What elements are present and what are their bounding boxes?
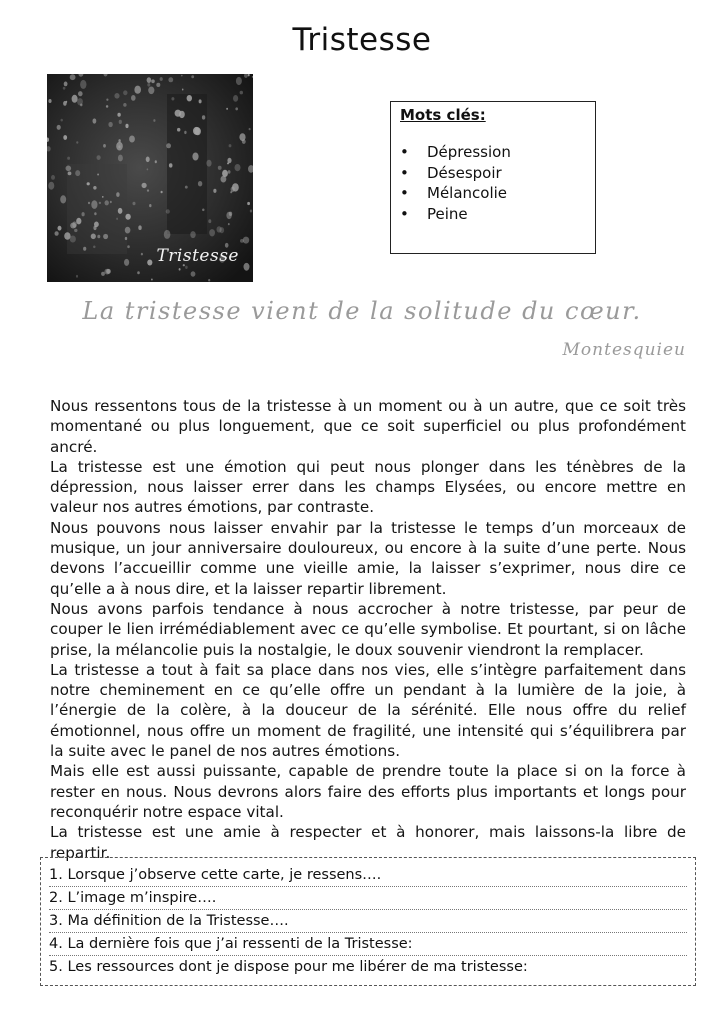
raindrop [164,230,171,239]
raindrop [250,210,252,213]
keyword-item [400,142,586,163]
raindrop [66,101,68,103]
raindrop [198,181,202,186]
raindrop [151,279,153,281]
keyword-item [400,183,586,204]
raindrop [72,95,78,103]
question-text: 4. La dernière fois que j’ai ressenti de la Tristesse: [49,936,413,952]
raindrop [185,186,188,189]
raindrop [106,105,108,108]
raindrop [116,142,123,151]
raindrop [101,272,105,276]
question-line [49,933,687,956]
keyword-item [400,163,586,184]
raindrop [166,143,171,148]
raindrop [125,237,127,240]
raindrop [141,253,143,256]
raindrop [78,91,83,96]
raindrop [93,186,96,190]
raindrop [114,93,119,99]
raindrop [169,163,173,167]
keyword-item [400,204,586,225]
question-line [49,864,687,887]
raindrop [103,144,106,148]
raindrop [218,166,222,170]
bullet-icon: • [400,184,409,202]
raindrop [125,227,131,234]
raindrop [151,79,155,83]
raindrop [206,160,211,167]
raindrop [57,125,61,130]
raindrop [182,89,184,91]
raindrop [76,218,81,225]
raindrop [87,182,90,185]
keyword-label: Mélancolie [427,184,508,202]
raindrop [70,236,76,243]
bullet-icon: • [400,204,409,223]
keywords-heading: Mots clés: [400,106,486,124]
paragraph: Nous pouvons nous laisser envahir par la tristesse le temps d’un morceaux de musique, un jour anniversaire douloureux, ou encore à la suite d’une perte. Nous devons l’accueillir comme une vieille amie, la laisser s’exprimer, nous dire ce qu’elle a à nous dire, et la laisser repartir librement. [50,518,686,598]
raindrop [161,191,163,194]
raindrop [117,113,120,117]
paragraph: Mais elle est aussi puissante, capable de prendre toute la place si on la force à rester en nous. Nous devrons alors faire des efforts plus importants et longs pour reconquérir notre espace vital. [50,762,686,821]
raindrop [181,75,183,77]
raindrop [51,175,55,180]
raindrop [226,108,228,110]
raindrop [239,133,245,141]
raindrop [134,86,141,94]
raindrop [118,155,123,162]
raindrop [184,131,186,134]
raindrop [166,209,170,213]
raindrop [175,110,182,117]
raindrop [119,120,122,124]
raindrop [110,201,112,203]
bullet-icon: • [400,163,409,182]
raindrop [191,75,194,78]
raindrop [228,170,231,174]
raindrop [97,155,101,160]
raindrop [70,74,76,80]
raindrop [94,222,99,228]
raindrop [104,269,110,275]
raindrop [222,170,228,177]
raindrop [192,153,198,161]
raindrop [97,174,99,176]
quote-author: Montesquieu [562,340,686,360]
raindrop [155,160,157,163]
raindrop [63,87,66,90]
raindrop [123,103,126,107]
raindrop [142,183,147,188]
raindrop [247,202,250,205]
raindrop [106,99,108,101]
raindrop [80,80,86,89]
raindrop [228,223,230,225]
raindrop [156,83,160,87]
raindrop [123,90,127,95]
raindrop [83,247,86,251]
raindrop [147,168,149,170]
paragraph: La tristesse a tout à fait sa place dans nos vies, elle s’intègre parfaitement dans notre cheminement en ce qu’elle offre un pendant à la lumière de la joie, à l’énergie de la colère, à la douceur de la sérénité. Elle nous offre du relief émotionnel, nous offre un moment de fragilité, une intensité qui s’équilibrera par la suite avec le panel de nos autres émotions. [50,660,686,761]
raindrop [147,83,150,87]
article-body [50,396,686,863]
raindrop [202,115,205,119]
raindrop [137,271,140,274]
raindrop [149,204,151,207]
raindrop [75,170,80,176]
raindrop [153,119,155,122]
raindrop [125,124,128,128]
raindrop [179,268,181,271]
raindrop [77,98,83,105]
raindrop [202,209,204,212]
raindrop [127,245,130,248]
raindrop [72,221,77,227]
raindrop [217,226,222,232]
raindrop [148,87,154,95]
raindrop [227,158,231,163]
raindrop [74,229,77,232]
raindrop [146,157,150,163]
paragraph: La tristesse est une amie à respecter et à honorer, mais laissons-la libre de repartir. [50,823,686,862]
keyword-label: Désespoir [427,163,502,182]
raindrop [48,99,51,103]
question-text: 3. Ma définition de la Tristesse…. [49,913,289,929]
raindrop [58,226,62,231]
raindrop [187,95,192,101]
raindrop [147,260,152,266]
raindrop [76,275,78,278]
questions-box [40,857,696,986]
raindrop [60,195,66,203]
raindrop [199,99,202,103]
raindrop [105,200,109,205]
raindrop [240,91,243,95]
raindrop [76,141,78,143]
rain-window-image [47,74,253,282]
raindrop [64,82,68,87]
paragraph: La tristesse est une émotion qui peut nous plonger dans les ténèbres de la dépression, nous laisser errer dans les champs Elysées, ou encore mettre en valeur nos autres émotions, par contraste. [50,457,686,517]
raindrop [94,212,96,215]
question-text: 2. L’image m’inspire…. [49,890,217,906]
page-title: Tristesse [292,22,432,58]
paragraph: Nous ressentons tous de la tristesse à un moment ou à un autre, que ce soit très momentané ou plus longuement, que ce soit superficiel ou plus profondément ancré. [50,397,686,456]
keyword-label: Peine [427,204,468,223]
raindrop [68,172,72,176]
raindrop [97,235,100,239]
raindrop [190,231,195,238]
raindrop [185,266,188,269]
raindrop [102,196,104,198]
raindrop [99,202,101,204]
raindrop [91,200,97,209]
raindrop [213,189,216,193]
keywords-list [400,142,586,224]
raindrop [177,128,180,132]
raindrop [208,279,210,282]
raindrop [249,128,251,130]
raindrop [147,77,152,83]
raindrop [244,263,250,271]
raindrop [91,234,96,240]
raindrop [235,164,241,171]
raindrop [55,231,59,236]
keyword-label: Dépression [427,143,511,161]
raindrop [48,182,54,190]
question-line [49,956,687,979]
question-text: 5. Les ressources dont je dispose pour me libérer de ma tristesse: [49,959,528,975]
raindrop [160,77,163,81]
raindrop [229,144,232,147]
raindrop [231,187,235,193]
raindrop [147,189,149,191]
raindrop [116,218,118,220]
raindrop [131,95,136,101]
raindrop [125,214,130,220]
raindrop [208,219,211,223]
raindrop [129,136,135,143]
raindrop [116,192,119,197]
raindrop [235,107,238,110]
raindrop [64,232,70,239]
raindrop [82,212,85,216]
raindrop [138,225,141,230]
raindrop [63,135,67,140]
raindrop [193,127,200,135]
raindrop [236,77,242,85]
quote-text: La tristesse vient de la solitude du cœur. [82,297,642,325]
raindrop [124,259,129,266]
question-line [49,887,687,910]
raindrop [171,97,174,100]
raindrop [191,271,196,276]
raindrop [61,119,63,122]
raindrop [88,202,90,204]
question-text: 1. Lorsque j’observe cette carte, je ressens…. [49,867,382,883]
paragraph: Nous avons parfois tendance à nous accrocher à notre tristesse, par peur de couper le lien irrémédiablement avec ce qu’elle symbolise. Et pourtant, si on lâche prise, la mélancolie puis la nostalgie, le doux souvenir viendront la remplacer. [50,599,686,659]
question-line [49,910,687,933]
raindrop [108,122,112,127]
raindrop [93,118,97,123]
raindrop [66,166,72,172]
raindrop [93,246,95,249]
raindrop [118,208,123,214]
raindrop [233,95,238,102]
keywords-box [390,101,596,254]
image-caption: Tristesse [156,246,239,266]
raindrop [103,234,108,239]
raindrop [243,237,249,244]
raindrop [209,229,215,236]
bullet-icon: • [400,143,409,161]
raindrop [227,162,229,164]
raindrop [133,202,136,205]
raindrop [168,77,173,82]
raindrop [226,212,231,219]
raindrop [67,157,70,160]
